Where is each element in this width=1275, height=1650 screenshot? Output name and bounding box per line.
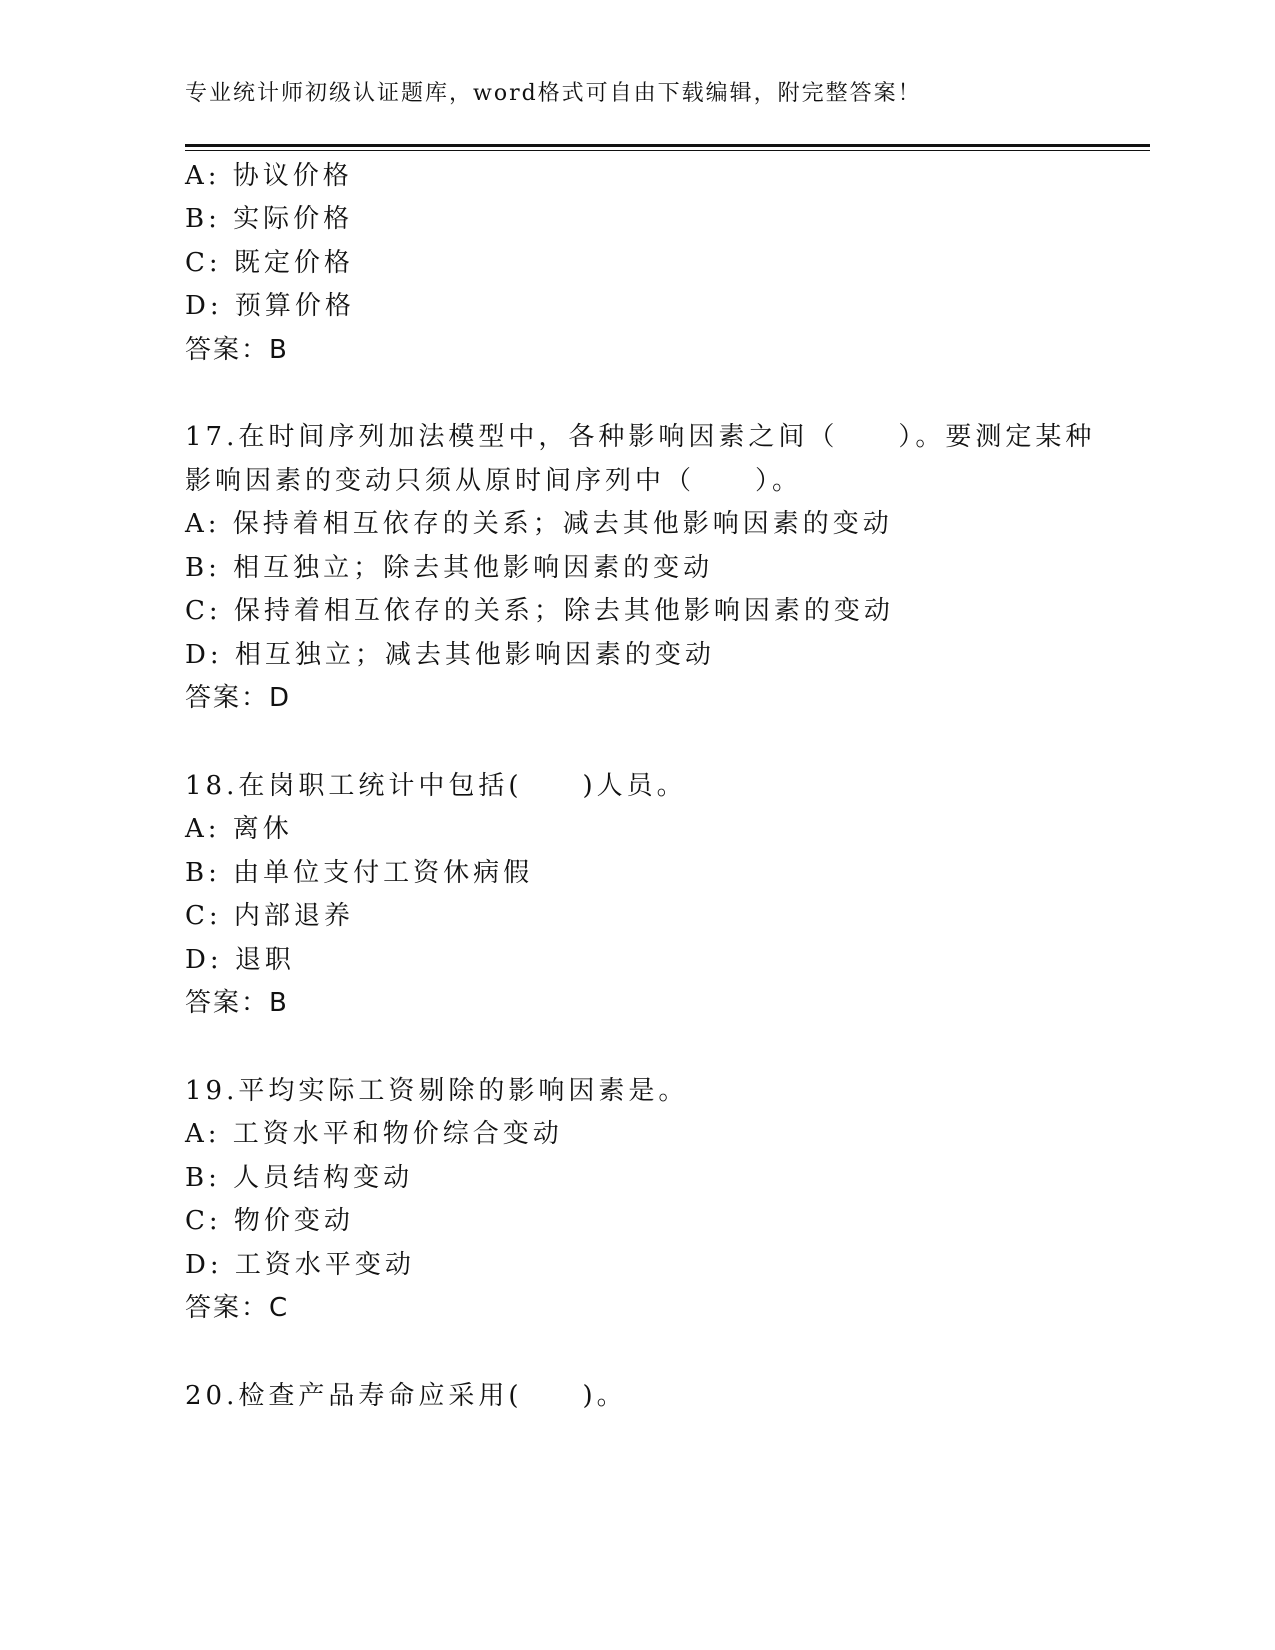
option-b: B: 由单位支付工资休病假 xyxy=(185,858,534,888)
page-header: 专业统计师初级认证题库，word格式可自由下载编辑，附完整答案！ xyxy=(185,81,922,106)
option-d: D: 工资水平变动 xyxy=(185,1250,415,1280)
option-c: C: 既定价格 xyxy=(185,248,354,278)
question-17-stem: 17.在时间序列加法模型中，各种影响因素之间（ ）。要测定某种 xyxy=(185,422,1096,452)
answer-line: 答案：C xyxy=(185,1293,290,1323)
option-d: D: 相互独立；减去其他影响因素的变动 xyxy=(185,640,715,670)
option-c: C: 内部退养 xyxy=(185,901,354,931)
question-19-stem: 19.平均实际工资剔除的影响因素是。 xyxy=(185,1076,689,1106)
option-d: D: 预算价格 xyxy=(185,291,355,321)
option-d: D: 退职 xyxy=(185,945,295,975)
question-18-stem: 18.在岗职工统计中包括( )人员。 xyxy=(185,771,687,801)
answer-line: 答案：B xyxy=(185,335,289,365)
option-c: C: 物价变动 xyxy=(185,1206,354,1236)
answer-line: 答案：D xyxy=(185,683,292,713)
option-a: A: 保持着相互依存的关系；减去其他影响因素的变动 xyxy=(185,509,893,539)
option-a: A: 工资水平和物价综合变动 xyxy=(185,1119,563,1149)
header-rule-thin xyxy=(185,150,1150,151)
question-20-stem: 20.检查产品寿命应采用( )。 xyxy=(185,1381,627,1411)
option-b: B: 相互独立；除去其他影响因素的变动 xyxy=(185,553,714,583)
answer-line: 答案：B xyxy=(185,988,289,1018)
question-17-stem-cont: 影响因素的变动只须从原时间序列中（ ）。 xyxy=(185,466,803,496)
option-b: B: 人员结构变动 xyxy=(185,1163,414,1193)
option-a: A: 协议价格 xyxy=(185,161,353,191)
option-c: C: 保持着相互依存的关系；除去其他影响因素的变动 xyxy=(185,596,894,626)
option-a: A: 离休 xyxy=(185,814,293,844)
header-rule-thick xyxy=(185,144,1150,147)
option-b: B: 实际价格 xyxy=(185,204,354,234)
